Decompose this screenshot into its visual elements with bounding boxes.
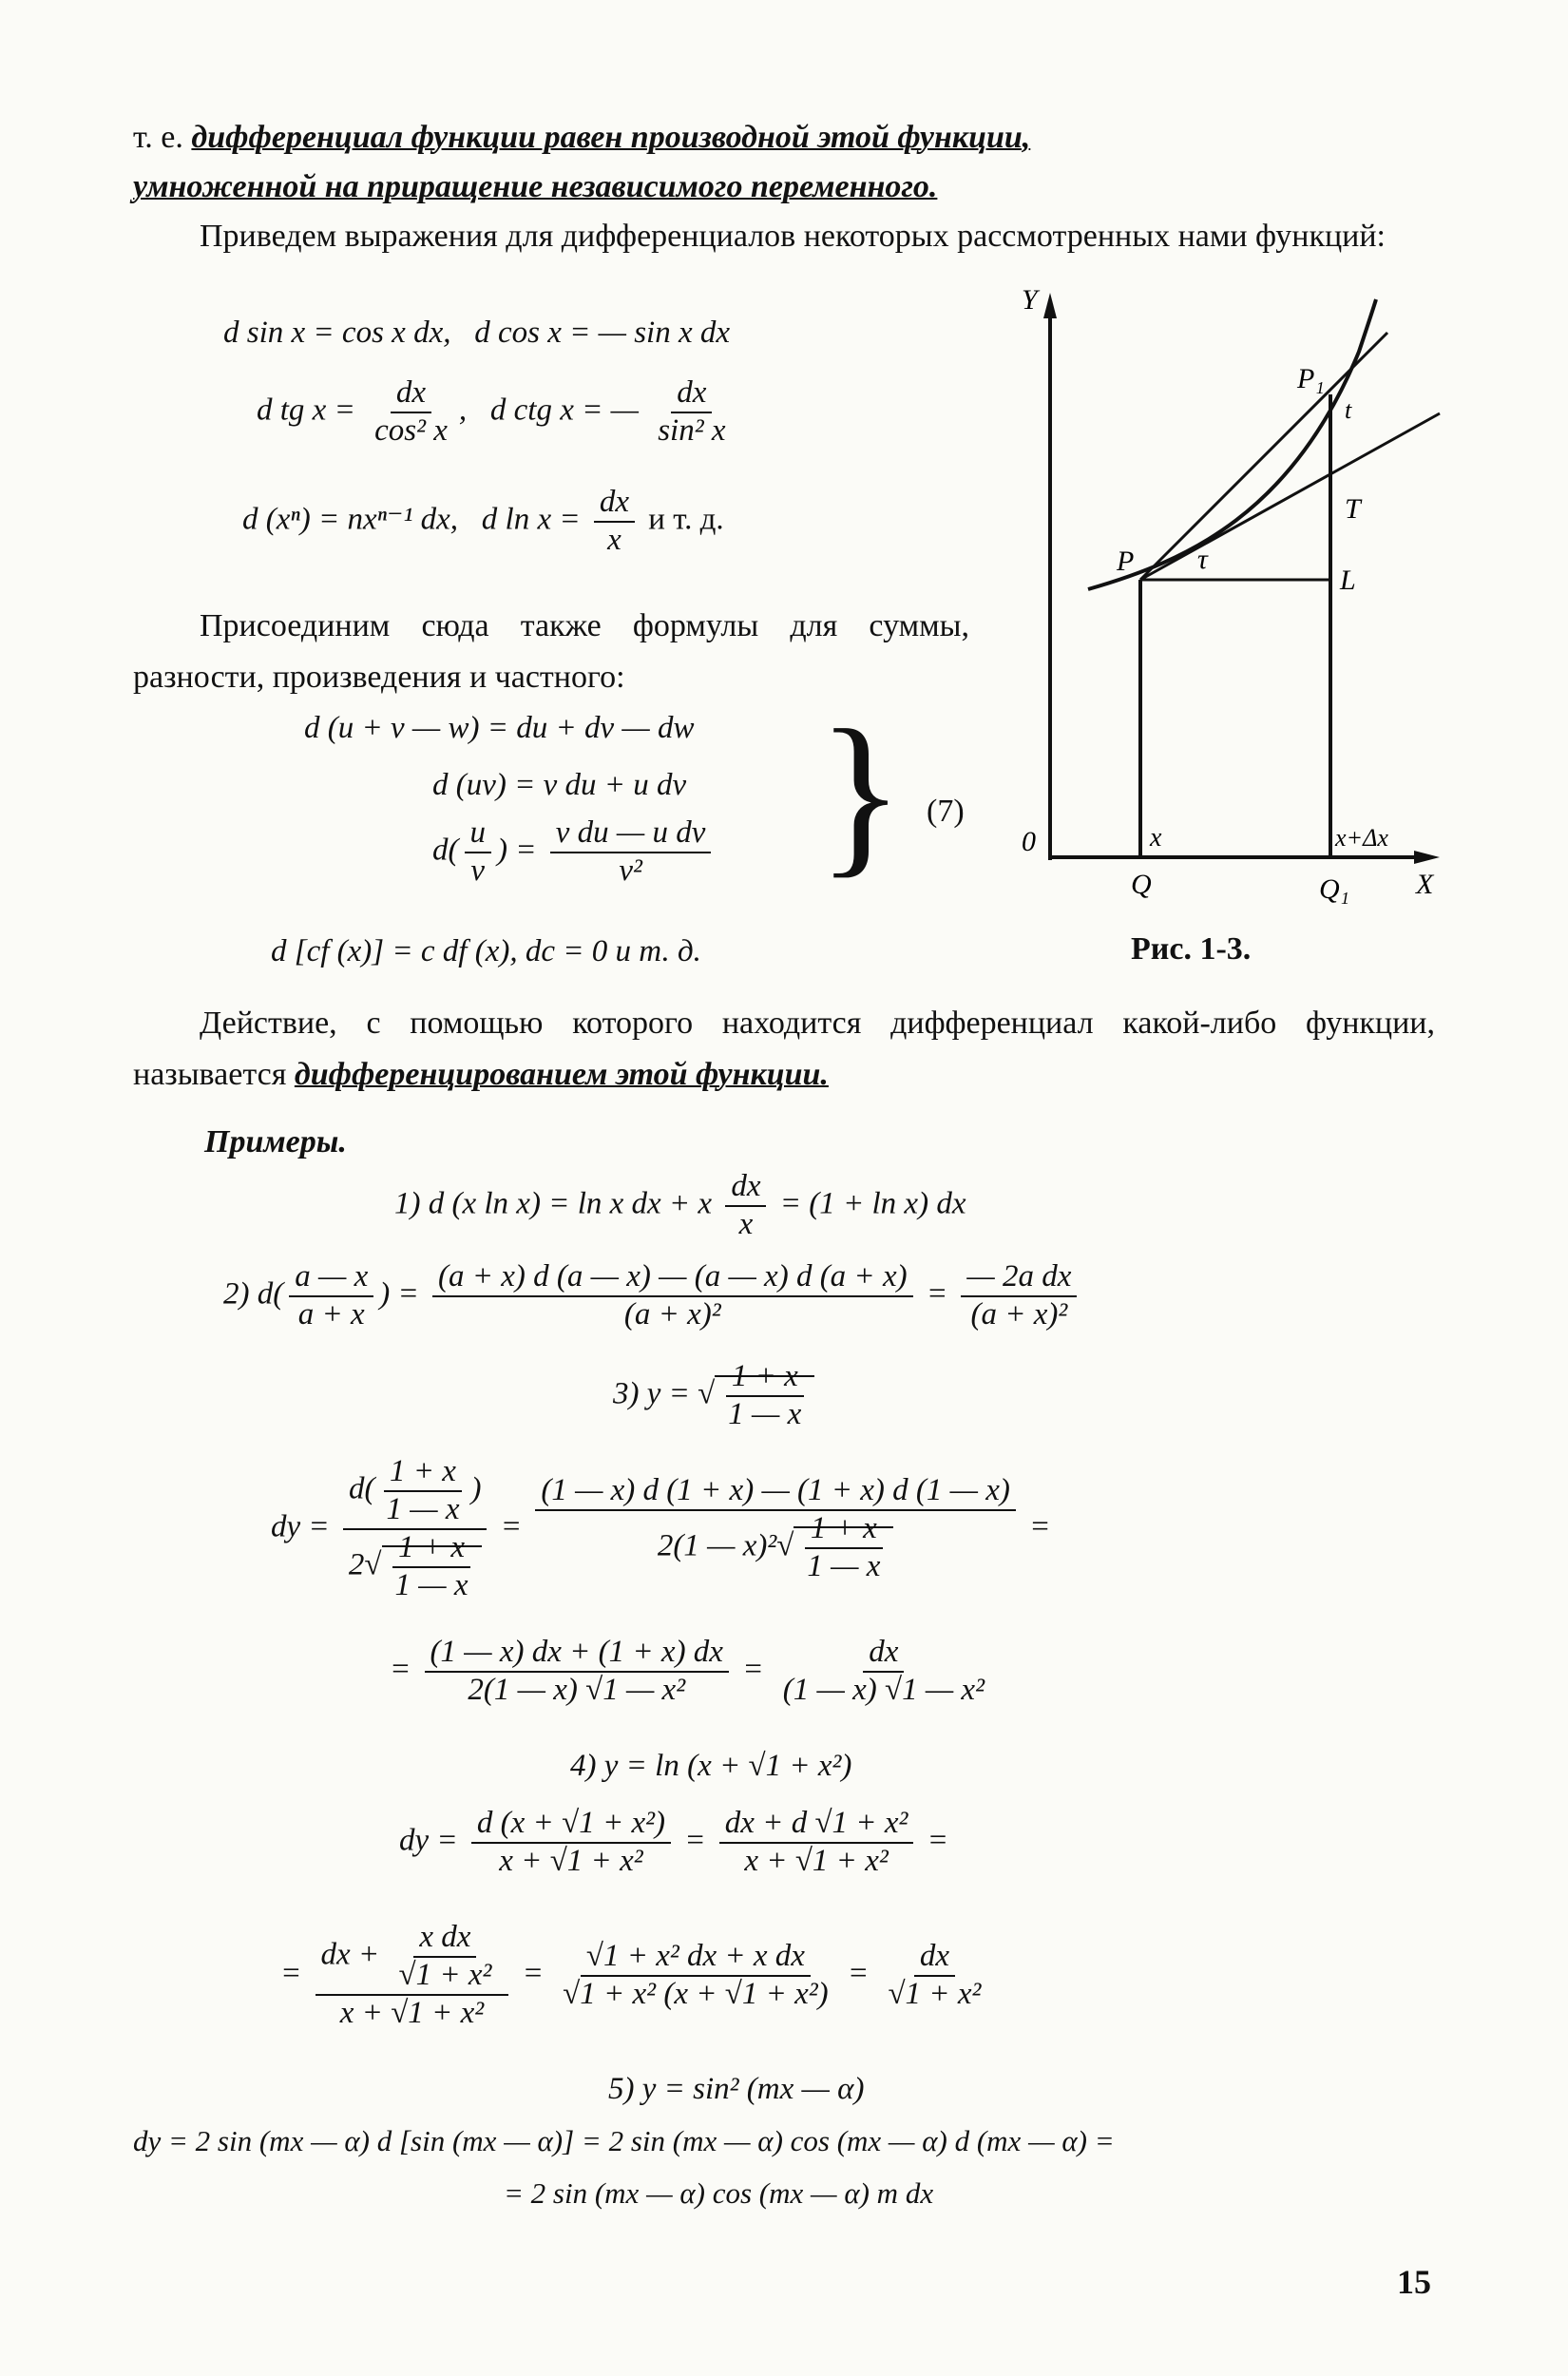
fraction: $\frac{1 + x}{1 — x}$	[722, 1359, 807, 1433]
fraction: $\frac{\text{d (x + √1 + x²)}}{\text{x + √1 + x²}}$	[471, 1806, 671, 1880]
example-5-statement: 5) y = sin² (mx — α)	[608, 2072, 865, 2106]
label-p1: P₁	[1297, 363, 1325, 394]
label-t-small: t	[1345, 396, 1352, 424]
fraction: dx + $\frac{\text{x dx}}{\text{√1 + x²}}$ x + √1 + x²	[316, 1920, 509, 2032]
fraction: $\frac{a — x}{a + x}$	[289, 1259, 373, 1333]
action-italic: дифференцированием этой функции.	[294, 1057, 829, 1092]
label-tau: τ	[1197, 544, 1208, 575]
action-paragraph: Действие, с помощью которого находится дифференциал какой-либо функции, называется дифференцированием этой функции.	[133, 1006, 1435, 1092]
fraction: $\frac{u}{v}$	[465, 815, 492, 890]
fraction: $\frac{dx}{x}$	[725, 1169, 766, 1243]
label-x: x	[1150, 823, 1162, 853]
page-number: 15	[1397, 2263, 1431, 2301]
example-2: 2) d( $\frac{a — x}{a + x}$ ) = $\frac{(a + x) d (a — x) — (a — x) d (a + x)}{\text{(a + x)²}}$ = $\frac{\text{— 2a dx}}{\text{(a + x)²}}$	[223, 1259, 1082, 1333]
fraction: $\frac{\text{v du — u dv}}{\text{v²}}$	[550, 815, 712, 890]
label-T: T	[1345, 493, 1361, 525]
fraction: $\frac{\text{— 2a dx}}{\text{(a + x)²}}$	[961, 1259, 1077, 1333]
fraction: d( $\frac{1 + x}{1 — x}$ ) 2√ $\frac{1 + x}{1 — x}$	[343, 1454, 488, 1604]
example-5-line-2: = 2 sin (mx — α) cos (mx — α) m dx	[504, 2176, 934, 2210]
label-L: L	[1340, 565, 1356, 596]
fraction: $\frac{dx}{\text{cos² x}}$	[374, 375, 448, 448]
label-P: P	[1117, 546, 1135, 577]
label-x-dx: x+Δx	[1335, 824, 1388, 852]
system-line-3: d( $\frac{u}{v}$ ) = $\frac{\text{v du — u dv}}{\text{v²}}$	[432, 815, 717, 890]
formula-tg-ctg: d tg x = $\frac{dx}{\text{cos² x}}$ , d ctg x = — $\frac{dx}{\text{sin² x}}$	[257, 375, 737, 450]
example-3-dy-2: = $\frac{(1 — x) dx + (1 + x) dx}{\text{2(1 — x) √1 — x²}}$ = $\frac{dx}{\text{(1 — x) √1 — x²}}$	[390, 1635, 996, 1709]
intro-line-1: т. е. дифференциал функции равен производной этой функции,	[133, 120, 1031, 155]
formula-sin-cos: d sin x = cos x dx, d cos x = — sin x dx	[223, 316, 731, 350]
secant-line	[1140, 333, 1387, 580]
system-line-2: d (uv) = v du + u dv	[432, 768, 687, 802]
fraction: $\frac{dx}{\text{sin² x}}$	[658, 375, 726, 448]
y-axis-arrow	[1043, 293, 1057, 318]
fraction: (1 — x) d (1 + x) — (1 + x) d (1 — x) 2(1 — x)²√ $\frac{1 + x}{1 — x}$	[535, 1473, 1016, 1585]
example-4-dy-1: dy = $\frac{\text{d (x + √1 + x²)}}{\text{x + √1 + x²}}$ = $\frac{\text{dx + d √1 + x²}}{\text{x + √1 + x²}}$ =	[399, 1806, 948, 1878]
fraction: $\frac{\text{dx + d √1 + x²}}{\text{x + √1 + x²}}$	[719, 1806, 914, 1880]
label-origin: 0	[1022, 826, 1036, 857]
figure-caption: Рис. 1-3.	[1131, 931, 1252, 967]
system-line-1: d (u + v — w) = du + dv — dw	[304, 711, 695, 745]
fraction: $\frac{\text{x dx}}{\text{√1 + x²}}$	[398, 1920, 492, 1992]
example-1: 1) d (x ln x) = ln x dx + x $\frac{dx}{x}$ = (1 + ln x) dx	[394, 1169, 966, 1241]
intro-line-2: умноженной на приращение независимого переменного.	[133, 169, 938, 204]
fraction: $\frac{dx}{x}$	[594, 485, 635, 559]
fraction: $\frac{(1 — x) dx + (1 + x) dx}{\text{2(1 — x) √1 — x²}}$	[425, 1635, 729, 1709]
formula-pow-ln: d (xⁿ) = nxⁿ⁻¹ dx, d ln x = $\frac{dx}{x}$ и т. д.	[242, 485, 724, 557]
system-extra: d [cf (x)] = c df (x), dc = 0 и т. д.	[271, 934, 701, 968]
fraction: $\frac{(a + x) d (a — x) — (a — x) d (a + x)}{\text{(a + x)²}}$	[432, 1259, 913, 1333]
fraction: $\frac{1 + x}{1 — x}$	[390, 1530, 474, 1604]
join-paragraph: Присоединим сюда также формулы для суммы, разности, произведения и частного:	[133, 608, 969, 695]
example-4-dy-2: = dx + $\frac{\text{x dx}}{\text{√1 + x²}}$ x + √1 + x² = $\frac{\text{√1 + x² dx + x dx}}{\text{√1 + x² (x + √1 + x²)}}$ = $\frac{dx}{\text{√1 + x²}}$	[280, 1920, 992, 2032]
definition-italic-1: дифференциал функции равен производной этой функции,	[191, 120, 1031, 155]
example-3-statement: 3) y = √ $\frac{1 + x}{1 — x}$	[613, 1359, 814, 1433]
examples-title: Примеры.	[204, 1124, 347, 1159]
example-5-line-1: dy = 2 sin (mx — α) d [sin (mx — α)] = 2 sin (mx — α) cos (mx — α) d (mx — α) =	[133, 2124, 1115, 2157]
fraction: $\frac{dx}{\text{√1 + x²}}$	[888, 1938, 982, 2011]
fraction: $\frac{1 + x}{1 — x}$	[380, 1454, 465, 1528]
fraction: $\frac{\text{√1 + x² dx + x dx}}{\text{√1 + x² (x + √1 + x²)}}$	[563, 1938, 829, 2011]
equation-tag: (7)	[927, 794, 965, 829]
label-X: X	[1416, 869, 1434, 900]
tangent-line	[1140, 413, 1440, 580]
figure-1-3	[1017, 276, 1463, 941]
label-Q1: Q₁	[1319, 873, 1350, 905]
system-brace: }	[817, 694, 905, 893]
x-axis-arrow	[1414, 851, 1440, 864]
intro-paragraph: Приведем выражения для дифференциалов некоторых рассмотренных нами функций:	[200, 219, 1386, 254]
fraction: $\frac{dx}{\text{(1 — x) √1 — x²}}$	[782, 1635, 985, 1707]
example-4-statement: 4) y = ln (x + √1 + x²)	[570, 1749, 852, 1783]
label-Q: Q	[1131, 869, 1152, 900]
label-y: Y	[1022, 284, 1038, 316]
fraction: $\frac{1 + x}{1 — x}$	[801, 1511, 886, 1585]
example-3-dy-1: dy = d( $\frac{1 + x}{1 — x}$ ) 2√ $\frac{1 + x}{1 — x}$ = (1 — x) d (1 + x) — (1 + x) d (1 — x) 2(1 — x)²√ $\frac{1 + x}{1 — x}$ =	[271, 1454, 1051, 1602]
